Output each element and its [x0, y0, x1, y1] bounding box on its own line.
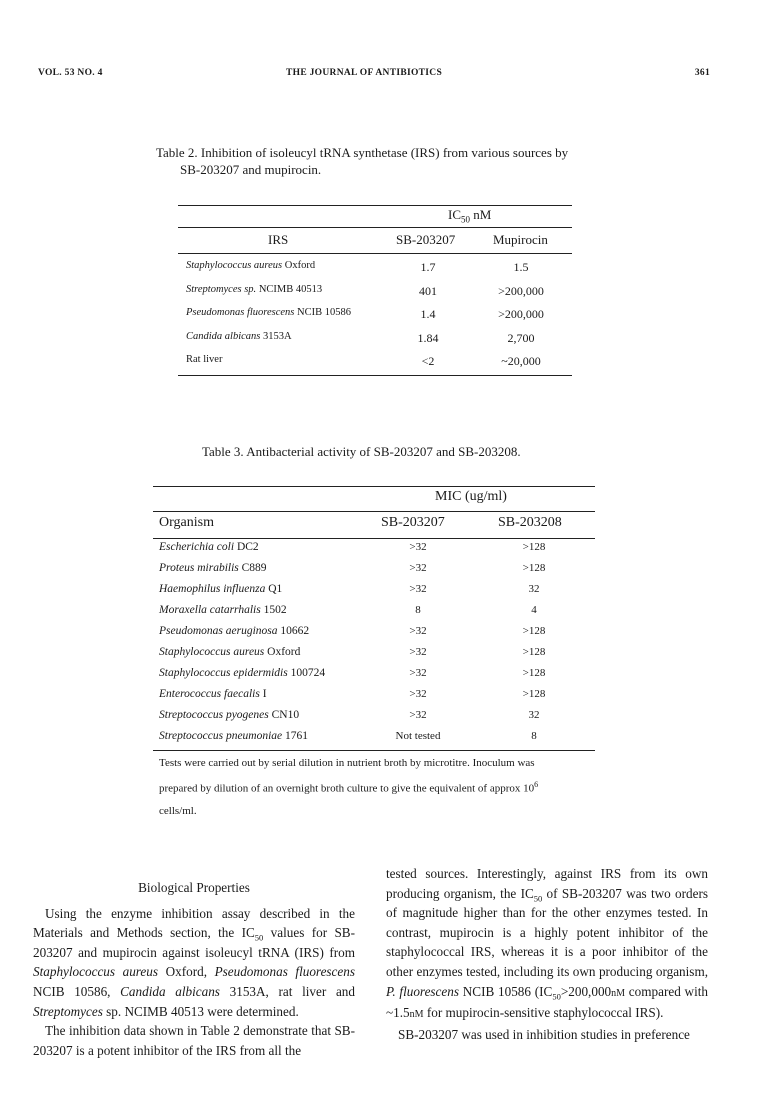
sb203207-ic50: <2 [421, 354, 435, 368]
ic-label: IC [448, 207, 461, 222]
volume-number: VOL. 53 NO. 4 [38, 68, 103, 78]
organism-italic: Staphylococcus epidermidis [159, 667, 288, 679]
organism-italic: Staphylococcus aureus [159, 646, 265, 658]
footnote-line2 [159, 774, 599, 800]
lp1-it2: Pseudomonas fluorescens [214, 964, 355, 980]
mic-sb203207: >32 [409, 562, 427, 574]
rp1-unit2: nM [409, 1009, 424, 1021]
irs-source-italic: Staphylococcus aureus [186, 260, 283, 271]
table-row [153, 646, 595, 666]
lp1-it4: Streptomyces [33, 1003, 103, 1019]
right-paragraph-1 [386, 864, 708, 1025]
table-row [153, 583, 595, 603]
organism-name [159, 709, 299, 721]
table-row [153, 667, 595, 687]
irs-source-italic: Candida albicans [186, 330, 261, 342]
mic-sb203208: >128 [522, 667, 546, 679]
left-column [33, 864, 355, 1060]
right-paragraph-2: SB-203207 was used in inhibition studies in preference [398, 1026, 690, 1042]
organism-strain: DC2 [234, 541, 259, 553]
rp1-a: tested sources. Interestingly, against IRS from its own producing organism, the IC [386, 866, 708, 901]
table2-top-rule [178, 205, 572, 206]
organism-italic: Enterococcus faecalis [159, 688, 260, 700]
table-row [153, 625, 595, 645]
table-row [178, 354, 572, 374]
table3-col-sb203208: SB-203208 [498, 515, 562, 530]
mic-sb203208: 32 [528, 583, 540, 595]
sb203207-ic50: 1.84 [417, 330, 439, 345]
mic-sb203207: >32 [409, 625, 427, 637]
rp1-e: compared with ~1.5 [386, 983, 709, 1021]
mupirocin-ic50: 1.5 [513, 260, 529, 274]
table-row [153, 604, 595, 624]
organism-italic: Streptococcus pneumoniae [159, 730, 283, 742]
irs-source [186, 307, 351, 318]
irs-source-roman: Rat liver [186, 354, 223, 365]
table-row [153, 541, 595, 561]
lp1-sub: 50 [254, 932, 264, 943]
lp1-a: Using the enzyme inhibition assay described in the Materials and Methods section, the IC [33, 905, 355, 941]
table2-col-sb: SB-203207 [396, 232, 456, 247]
irs-source-roman: 3153A [260, 330, 292, 342]
organism-name [159, 730, 308, 742]
irs-source [186, 260, 315, 271]
irs-source [186, 354, 222, 365]
irs-source [186, 331, 292, 342]
organism-name [159, 604, 287, 616]
organism-strain: 1761 [282, 730, 309, 742]
irs-source-roman: NCIMB 40513 [256, 283, 323, 295]
footnote-exponent: 6 [534, 780, 539, 789]
organism-italic: Haemophilus influenza [159, 583, 266, 595]
rp1-f: for mupirocin-sensitive staphylococcal IRS). [423, 1005, 664, 1021]
table2-caption-line1: Table 2. Inhibition of isoleucyl tRNA synthetase (IRS) from various sources by [156, 145, 569, 160]
sb203207-ic50: 1.4 [420, 307, 436, 321]
organism-name [159, 583, 282, 595]
mupirocin-ic50: >200,000 [498, 283, 544, 298]
mic-sb203208: >128 [522, 625, 546, 637]
rp1-d: >200,000 [560, 983, 612, 999]
table3-col-sb203207: SB-203207 [381, 515, 445, 530]
organism-name [159, 667, 325, 679]
table3-mid-rule [153, 511, 595, 512]
left-paragraph-1 [33, 904, 355, 1022]
table-row [178, 284, 572, 304]
right-column [386, 864, 708, 1044]
rp1-c: NCIB 10586 (IC [459, 983, 553, 999]
irs-source-roman: Oxford [282, 260, 316, 271]
rp1-unit1: nM [611, 987, 626, 999]
table3-bottom-rule [153, 750, 595, 751]
section-heading: Biological Properties [138, 880, 250, 895]
rp1-sub: 50 [533, 893, 543, 904]
lp1-d: NCIB 10586, [33, 983, 121, 999]
running-head [38, 68, 710, 82]
table-row [153, 709, 595, 729]
organism-name [159, 646, 300, 658]
table2-col-source: IRS [268, 232, 289, 247]
mic-sb203208: >128 [522, 562, 546, 574]
table3-footnote [159, 752, 599, 822]
mic-sb203208: 32 [528, 709, 540, 721]
footnote-line2-text: prepared by dilution of an overnight broth culture to give the equivalent of approx 10 [159, 782, 535, 795]
mic-sb203207: >32 [409, 541, 427, 553]
organism-strain: 10662 [277, 625, 310, 637]
lp1-e: 3153A, rat liver and [219, 983, 355, 999]
table2-mid-rule [178, 227, 572, 228]
irs-source-italic: Pseudomonas fluorescens [186, 307, 295, 318]
organism-italic: Escherichia coli [159, 541, 235, 553]
organism-name [159, 625, 309, 637]
table-row [178, 307, 572, 327]
organism-strain: C889 [238, 562, 267, 574]
table-row [153, 730, 595, 750]
mic-sb203207: 8 [415, 604, 421, 616]
organism-italic: Proteus mirabilis [159, 562, 239, 574]
mic-sb203207: Not tested [395, 730, 441, 742]
lp1-f: sp. NCIMB 40513 were determined. [102, 1003, 299, 1019]
organism-italic: Moraxella catarrhalis [159, 604, 261, 616]
mic-sb203208: 8 [531, 730, 537, 742]
mupirocin-ic50: >200,000 [498, 307, 544, 321]
footnote-line1: Tests were carried out by serial dilution in nutrient broth by microtitre. Inoculum was [159, 757, 535, 769]
mic-sb203208: >128 [522, 688, 546, 700]
irs-source-roman: NCIB 10586 [294, 307, 351, 318]
table3-top-rule [153, 486, 595, 487]
footnote-line3: cells/ml. [159, 804, 197, 817]
organism-name [159, 562, 267, 574]
table3-header-rule [153, 538, 595, 539]
organism-strain: 100724 [287, 667, 326, 679]
mic-sb203207: >32 [409, 709, 427, 721]
ic-sub: 50 [461, 214, 470, 225]
mic-sb203208: 4 [531, 604, 537, 616]
organism-name [159, 541, 259, 553]
table3-col-organism: Organism [159, 515, 214, 530]
table2-header-rule [178, 253, 572, 254]
organism-name [159, 688, 267, 700]
organism-strain: CN10 [268, 709, 300, 721]
mic-sb203208: >128 [522, 541, 546, 553]
lp1-b: values for SB-203207 and mupirocin against isoleucyl tRNA (IRS) from [33, 925, 355, 960]
table3-caption: Table 3. Antibacterial activity of SB-203207 and SB-203208. [202, 444, 521, 459]
irs-source [186, 284, 322, 295]
mic-sb203207: >32 [409, 688, 427, 700]
sb203207-ic50: 1.7 [420, 260, 436, 274]
table-row [153, 688, 595, 708]
organism-italic: Pseudomonas aeruginosa [159, 625, 278, 637]
mic-sb203207: >32 [409, 646, 427, 658]
table3-group-header: MIC (ug/ml) [435, 489, 507, 504]
lp1-it1: Staphylococcus aureus [33, 964, 159, 980]
table2-bottom-rule [178, 375, 572, 376]
table2-caption [156, 144, 626, 178]
left-paragraph-2: The inhibition data shown in Table 2 demonstrate that SB-203207 is a potent inhibitor of the IRS from all the [33, 1023, 355, 1058]
table2-caption-line2: SB-203207 and mupirocin. [180, 162, 322, 177]
table-row [178, 260, 572, 280]
rp1-b: of SB-203207 was two orders of magnitude higher than for the other enzymes tested. In contrast, mupirocin is a highly potent inhibitor of the staphylococcal IRS, whereas it is a poor inhibitor of the other enzymes tested, including its own producing organism, [386, 885, 708, 979]
irs-source-italic: Streptomyces sp. [186, 283, 257, 295]
organism-italic: Streptococcus pyogenes [159, 709, 269, 721]
lp1-it3: Candida albicans [120, 983, 220, 999]
sb203207-ic50: 401 [419, 283, 437, 298]
mupirocin-ic50: ~20,000 [501, 354, 541, 368]
ic-unit: nM [470, 207, 492, 222]
table-row [178, 331, 572, 351]
table2-col-mup: Mupirocin [493, 232, 548, 247]
rp1-sub2: 50 [552, 991, 561, 1002]
page-number: 361 [694, 68, 710, 78]
organism-strain: Q1 [265, 583, 283, 595]
rp1-it: P. fluorescens [386, 983, 459, 999]
journal-title: THE JOURNAL OF ANTIBIOTICS [286, 68, 443, 78]
mupirocin-ic50: 2,700 [507, 330, 535, 345]
table2-group-header [448, 207, 491, 225]
mic-sb203207: >32 [409, 583, 427, 595]
mic-sb203208: >128 [522, 646, 546, 658]
organism-strain: 1502 [260, 604, 287, 616]
organism-strain: I [259, 688, 267, 700]
table-row [153, 562, 595, 582]
mic-sb203207: >32 [409, 667, 427, 679]
lp1-c: Oxford, [158, 964, 215, 980]
organism-strain: Oxford [264, 646, 301, 658]
